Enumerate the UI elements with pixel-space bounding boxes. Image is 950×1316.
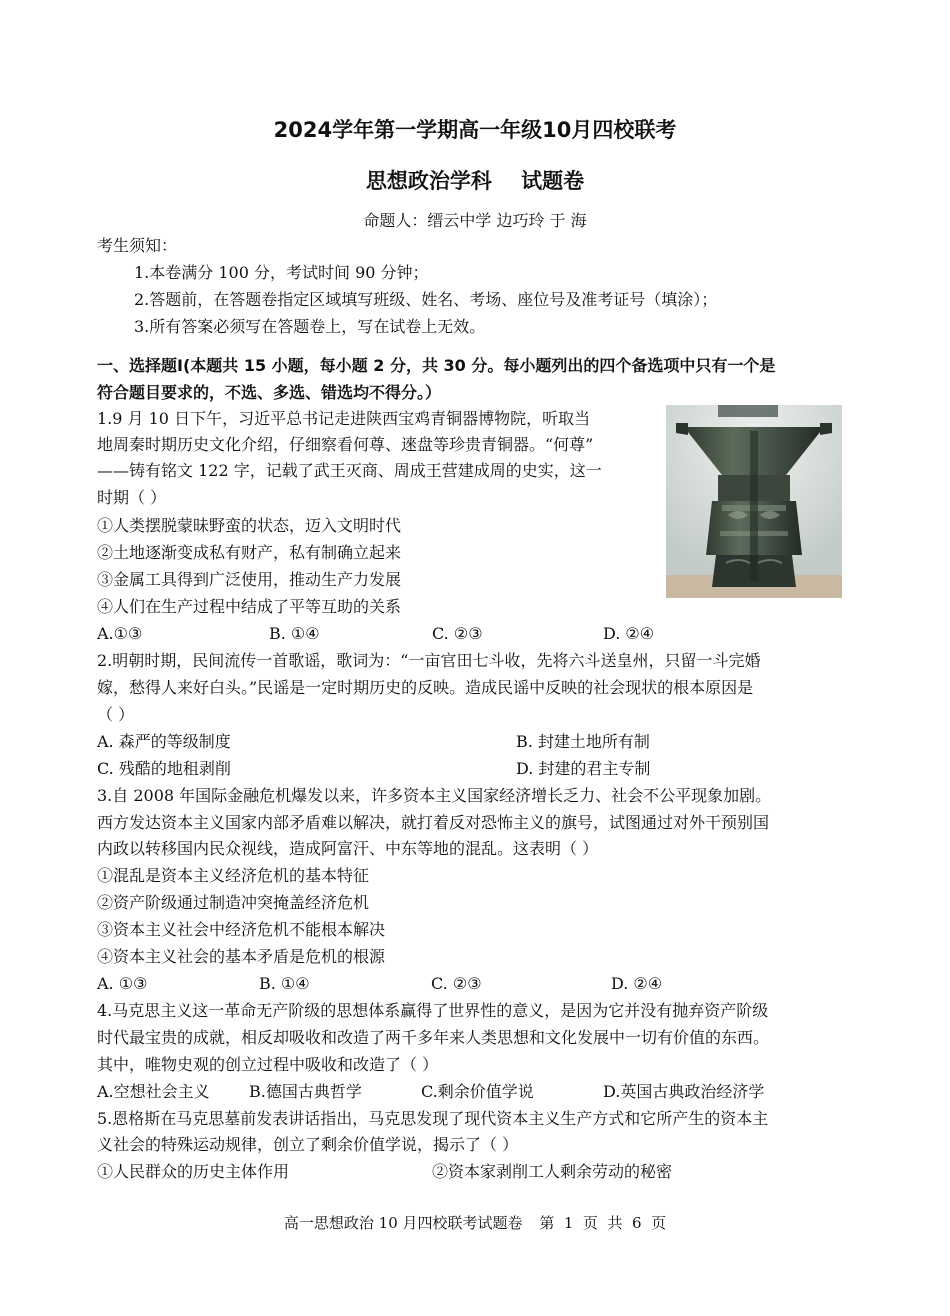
exam-subtitle: 思想政治学科 试题卷	[365, 169, 585, 193]
question-text: 2.明朝时期，民间流传一首歌谣，歌词为：“一亩官田七斗收，先将六斗送皇州，只留一斗完婚	[97, 651, 761, 670]
notice-item: 1.本卷满分 100 分，考试时间 90 分钟；	[134, 263, 429, 282]
notice-heading: 考生须知：	[97, 236, 178, 255]
question-text: （ ）	[97, 705, 135, 724]
option: B. ①④	[259, 974, 310, 993]
option: C. ②③	[432, 624, 483, 643]
option: B.德国古典哲学	[249, 1082, 362, 1101]
statement: ④资本主义社会的基本矛盾是危机的根源	[97, 947, 386, 966]
statement: ③资本主义社会中经济危机不能根本解决	[97, 920, 386, 939]
option: B. 封建土地所有制	[516, 732, 650, 751]
bronze-vessel-photo	[666, 405, 842, 598]
question-text: 地周秦时期历史文化介绍，仔细察看何尊、逨盘等珍贵青铜器。“何尊”	[97, 435, 594, 454]
option: C.剩余价值学说	[421, 1082, 534, 1101]
notice-item: 3.所有答案必须写在答题卷上，写在试卷上无效。	[134, 317, 486, 336]
option: A. 森严的等级制度	[97, 732, 231, 751]
option: C. 残酷的地租剥削	[97, 759, 231, 778]
option: C. ②③	[431, 974, 482, 993]
question-text: 其中，唯物史观的创立过程中吸收和改造了（ ）	[97, 1055, 439, 1074]
question-text: ——铸有铭文 122 字，记载了武王灭商、周成王营建成周的史实，这一	[97, 461, 602, 480]
option: A.空想社会主义	[97, 1082, 210, 1101]
section-heading: 符合题目要求的，不选、多选、错选均不得分。）	[97, 383, 442, 402]
statement: ②资本家剥削工人剩余劳动的秘密	[432, 1162, 673, 1181]
question-text: 4.马克思主义这一革命无产阶级的思想体系赢得了世界性的意义，是因为它并没有抛弃资产阶级	[97, 1001, 769, 1020]
question-text: 西方发达资本主义国家内部矛盾难以解决，就打着反对恐怖主义的旗号，试图通过对外干预别国	[97, 813, 770, 832]
statement: ④人们在生产过程中结成了平等互助的关系	[97, 597, 402, 616]
question-text: 时代最宝贵的成就，相反却吸收和改造了两千多年来人类思想和文化发展中一切有价值的东西。	[97, 1028, 770, 1047]
option: A.①③	[97, 624, 143, 643]
question-text: 义社会的特殊运动规律，创立了剩余价值学说，揭示了（ ）	[97, 1135, 519, 1154]
page-footer	[0, 1212, 950, 1233]
option: D. ②④	[611, 974, 663, 993]
question-text: 1.9 月 10 日下午，习近平总书记走进陕西宝鸡青铜器博物院，听取当	[97, 409, 591, 428]
notice-item: 2.答题前，在答题卷指定区域填写班级、姓名、考场、座位号及准考证号（填涂）；	[134, 290, 718, 309]
footer-title: 高一思想政治 10 月四校联考试题卷	[283, 1214, 523, 1232]
question-text: 嫁，愁得人来好白头。”民谣是一定时期历史的反映。造成民谣中反映的社会现状的根本原因是	[97, 678, 754, 697]
option: D. ②④	[603, 624, 655, 643]
option: D.英国古典政治经济学	[603, 1082, 765, 1101]
statement: ①人民群众的历史主体作用	[97, 1162, 290, 1181]
option: B. ①④	[269, 624, 320, 643]
statement: ②土地逐渐变成私有财产，私有制确立起来	[97, 543, 402, 562]
statement: ②资产阶级通过制造冲突掩盖经济危机	[97, 893, 370, 912]
statement: ③金属工具得到广泛使用，推动生产力发展	[97, 570, 402, 589]
option: A. ①③	[97, 974, 148, 993]
question-text: 内政以转移国内民众视线，造成阿富汗、中东等地的混乱。这表明（ ）	[97, 839, 599, 858]
bronze-vessel-illustration	[666, 405, 842, 598]
question-text: 时期（ ）	[97, 488, 167, 507]
statement: ①混乱是资本主义经济危机的基本特征	[97, 866, 370, 885]
question-text: 3.自 2008 年国际金融危机爆发以来，许多资本主义国家经济增长乏力、社会不公平现象加剧。	[97, 786, 772, 805]
statement: ①人类摆脱蒙昧野蛮的状态，迈入文明时代	[97, 516, 402, 535]
option: D. 封建的君主专制	[516, 759, 651, 778]
page-number: 第 1 页 共 6 页	[539, 1214, 667, 1232]
exam-author: 命题人：缙云中学 边巧玲 于 海	[363, 211, 587, 230]
question-text: 5.恩格斯在马克思墓前发表讲话指出，马克思发现了现代资本主义生产方式和它所产生的资本主	[97, 1109, 769, 1128]
section-heading: 一、选择题Ⅰ(本题共 15 小题，每小题 2 分，共 30 分。每小题列出的四个备选项中只有一个是	[97, 356, 776, 375]
exam-title: 2024学年第一学期高一年级10月四校联考	[273, 118, 677, 142]
